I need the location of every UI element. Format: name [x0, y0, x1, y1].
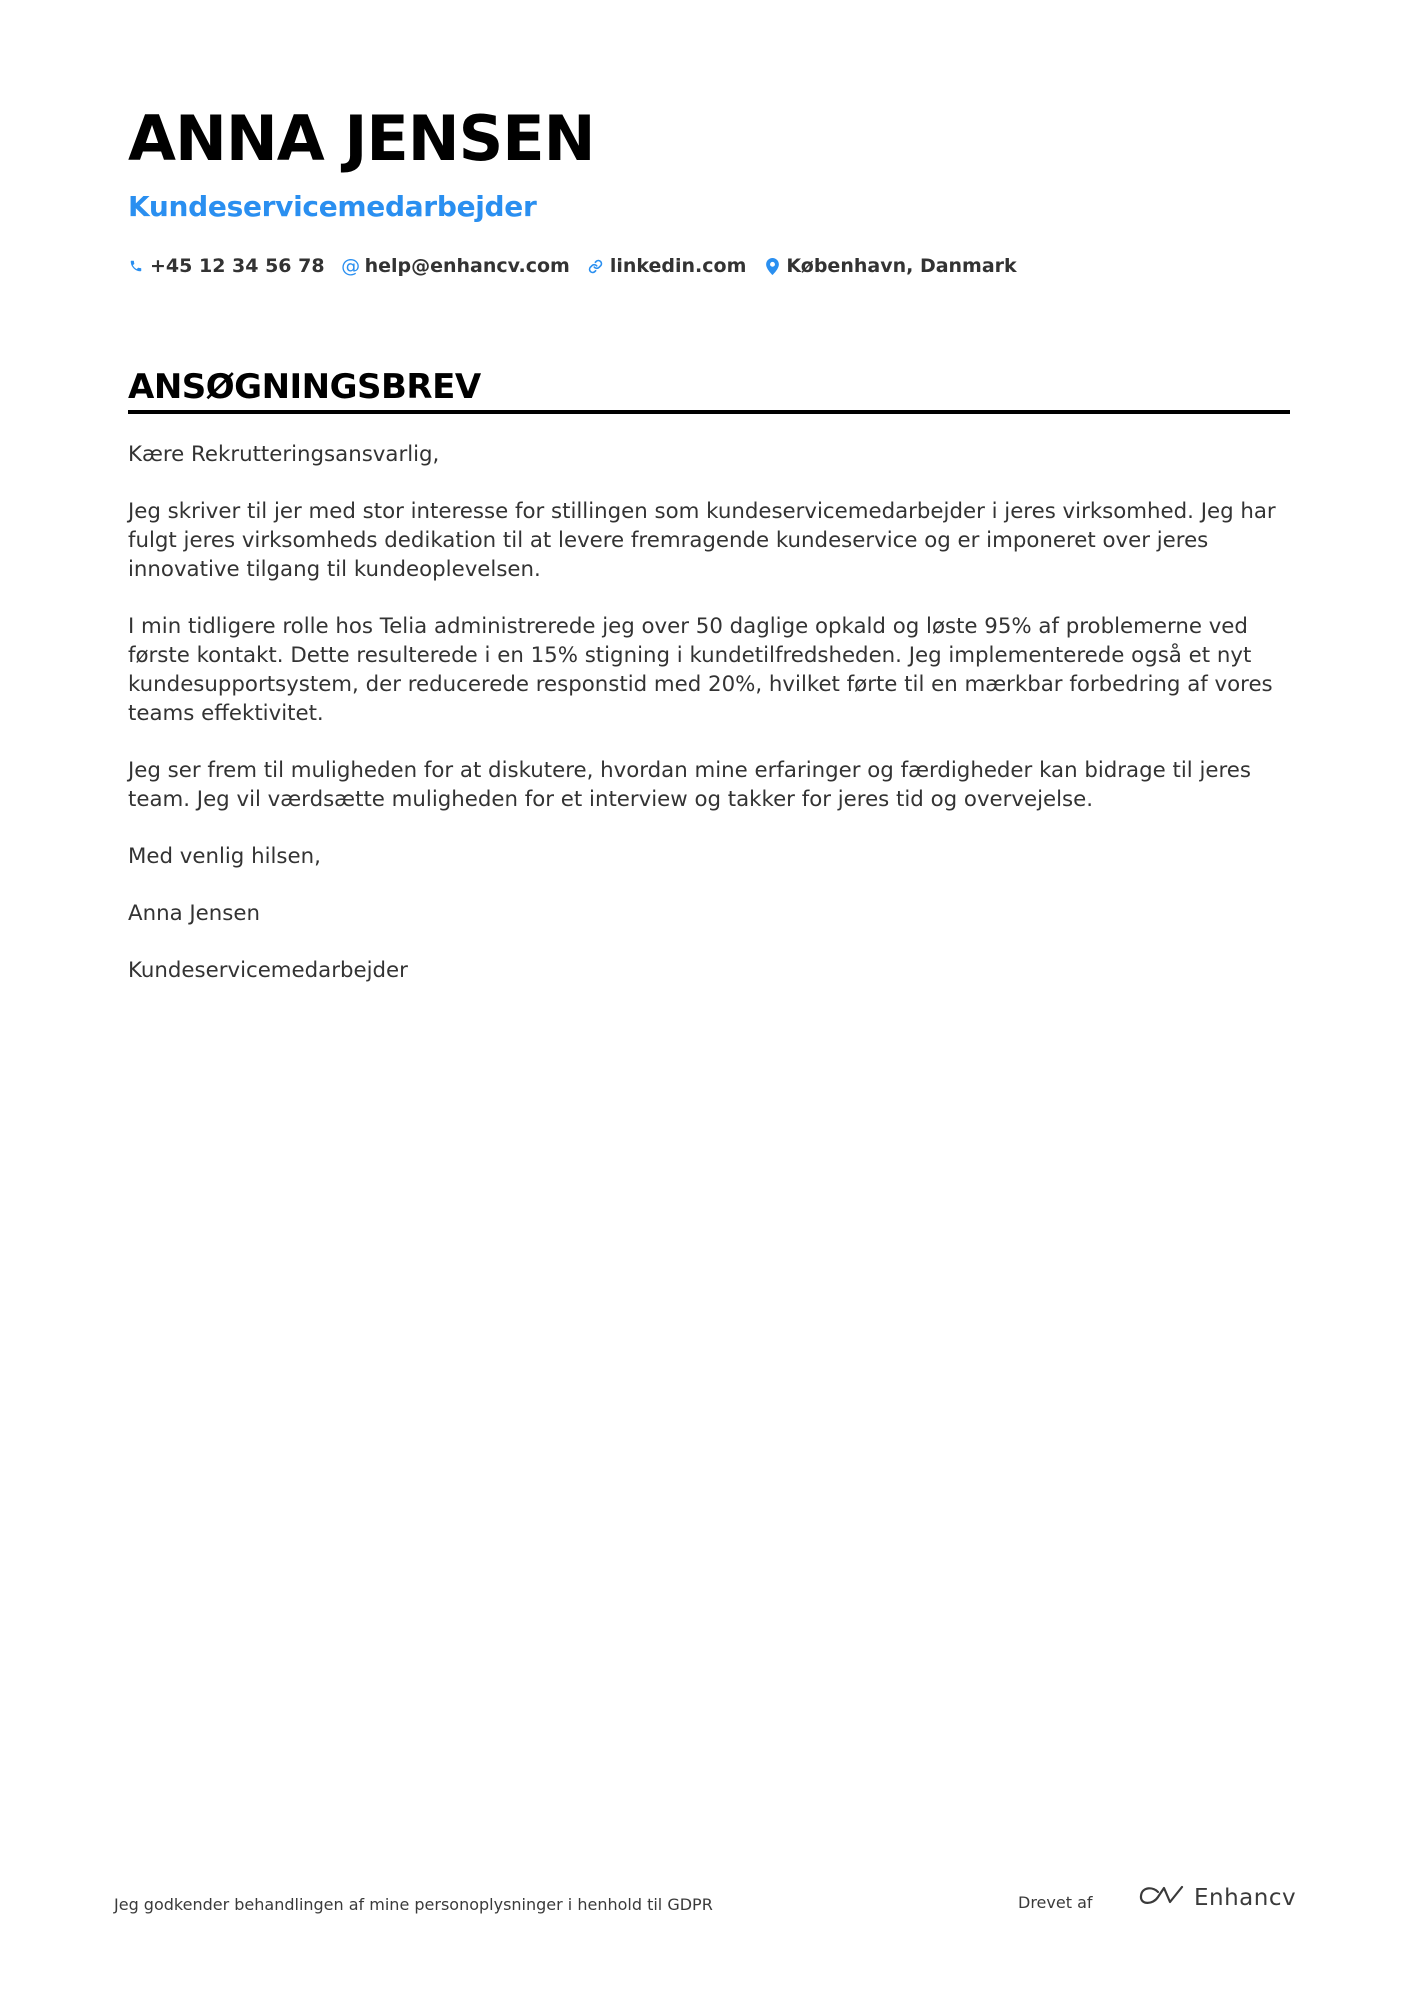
enhancv-wordmark: Enhancv [1194, 1885, 1297, 1911]
signature-title: Kundeservicemedarbejder [128, 958, 408, 983]
powered-by-label: Drevet af [1018, 1893, 1093, 1912]
contact-email-text[interactable]: help@enhancv.com [364, 255, 570, 277]
phone-icon [128, 257, 144, 275]
at-icon: @ [341, 254, 361, 277]
letter-greeting: Kære Rekrutteringsansvarlig, [128, 442, 440, 467]
letter-paragraph: I min tidligere rolle hos Telia administrerede jeg over 50 daglige opkald og løste 95% af problemerne ved første kontakt. Dette resulterede i en 15% stigning i kundetilfredsheden. Jeg implementerede også et nyt kundesupportsystem, der reducerede responstid med 20%, hvilket førte til en mærkbar forbedring af vores teams effektivitet. [128, 614, 1273, 726]
section-title: ANSØGNINGSBREV [128, 367, 481, 407]
link-icon [588, 257, 604, 275]
contact-phone [128, 255, 325, 277]
letter-closing: Med venlig hilsen, [128, 844, 321, 869]
contact-location [764, 255, 1016, 277]
section-divider [128, 410, 1290, 414]
signature-name: Anna Jensen [128, 901, 260, 926]
applicant-name: ANNA JENSEN [128, 102, 595, 175]
contact-phone-text: +45 12 34 56 78 [150, 255, 325, 277]
letter-paragraph: Jeg skriver til jer med stor interesse for stillingen som kundeservicemedarbejder i jeres virksomhed. Jeg har fulgt jeres virksomheds dedikation til at levere fremragende kundeservice og er imponeret over jeres innovative tilgang til kundeoplevelsen. [128, 499, 1276, 582]
letter-paragraph: Jeg ser frem til muligheden for at diskutere, hvordan mine erfaringer og færdigheder kan bidrage til jeres team. Jeg vil værdsætte muligheden for et interview og takker for jeres tid og overvejelse. [128, 758, 1251, 812]
gdpr-consent-text: Jeg godkender behandlingen af mine personoplysninger i henhold til GDPR [114, 1895, 713, 1914]
contact-location-text: København, Danmark [786, 255, 1017, 277]
contact-bar [128, 255, 1035, 277]
enhancv-brand-link[interactable] [1138, 1884, 1296, 1912]
applicant-job-title: Kundeservicemedarbejder [128, 190, 537, 223]
map-pin-icon [764, 257, 780, 275]
contact-linkedin[interactable] [588, 255, 747, 277]
contact-linkedin-text[interactable]: linkedin.com [609, 255, 747, 277]
letter-body [128, 440, 1293, 1013]
enhancv-logo-icon [1138, 1884, 1184, 1912]
contact-email[interactable] [343, 255, 570, 277]
